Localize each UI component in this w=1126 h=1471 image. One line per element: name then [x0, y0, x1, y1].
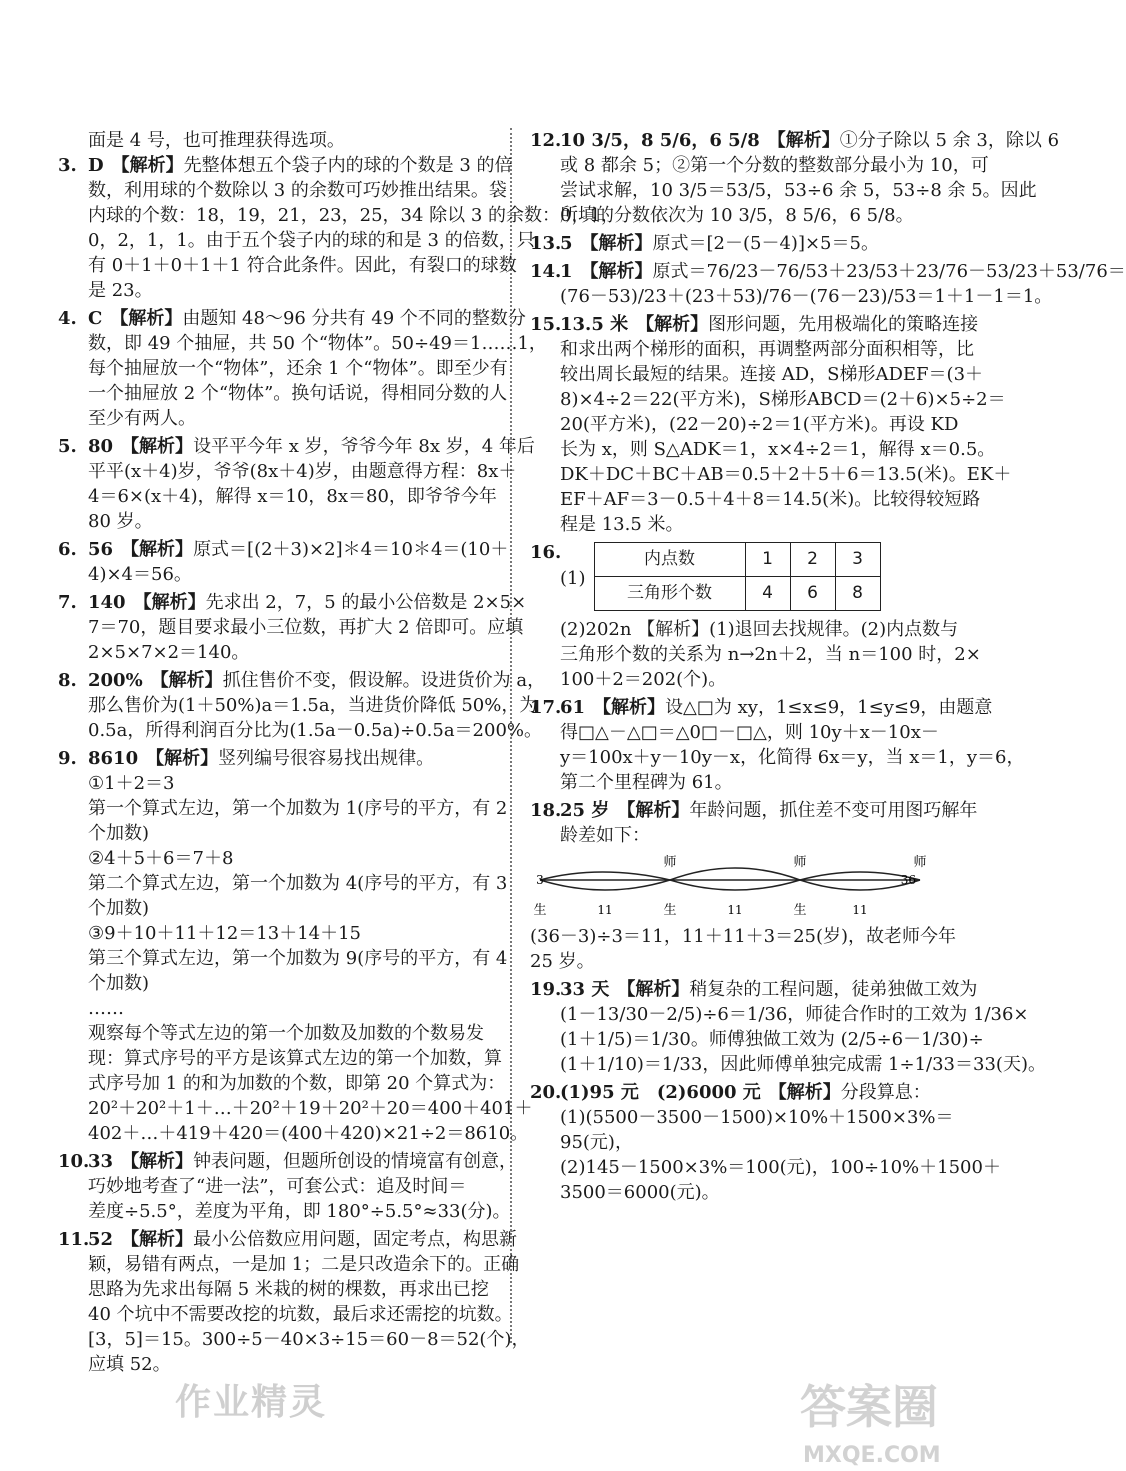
student-label: 生: [663, 903, 677, 918]
answer-number: 19.: [530, 979, 562, 1000]
table-row: [594, 577, 880, 611]
analysis-tag: 【解析】: [768, 1082, 841, 1103]
answer-item: [530, 695, 1025, 795]
answer-item: [530, 231, 968, 256]
answer-line: 较出周长最短的结果。连接 AD，S梯形ADEF＝(3＋: [560, 364, 984, 385]
answer-body: [88, 537, 508, 587]
answer-body: [560, 798, 977, 848]
answer-line: 和求出两个梯形的面积，再调整两部分面积相等，比: [560, 339, 974, 360]
answer-body: [88, 306, 547, 431]
answer-value: 33: [88, 1151, 114, 1172]
answer-text: 先整体想五个袋子内的球的个数是 3 的倍: [183, 155, 513, 176]
answer-line: [560, 977, 1046, 1002]
answer-number: 11.: [58, 1229, 90, 1250]
answer-line: 2×5×7×2＝140。: [88, 642, 250, 663]
answer-text: 稍复杂的工程问题，徒弟独做工效为: [689, 979, 978, 1000]
answer-value: 56: [88, 539, 114, 560]
answer-line: 25 岁。: [530, 951, 595, 972]
continuation-text: 面是 4 号，也可推理获得选项。: [88, 130, 345, 151]
answer-line: 100＋2＝202(个)。: [560, 669, 727, 690]
answer-line: 20(平方米)，(22－20)÷2＝1(平方米)。再设 KD: [560, 414, 959, 435]
answer-line: 或 8 都余 5；②第一个分数的整数部分最小为 10，可: [560, 155, 989, 176]
answer-number: 10.: [58, 1151, 90, 1172]
answer-item: [58, 746, 533, 1146]
answer-line: EF＋AF＝3－0.5＋4＋8＝14.5(米)。比较得较短路: [560, 489, 981, 510]
answer-value: D: [88, 155, 104, 176]
analysis-tag: 【解析】: [767, 130, 840, 151]
answer-line: [560, 259, 1126, 284]
answer-body: [88, 1227, 529, 1377]
analysis-tag: 【解析】: [121, 539, 194, 560]
answer-line: ①1＋2＝3: [88, 773, 175, 794]
answer-value: 52: [88, 1229, 114, 1250]
answer-line: (1－13/30－2/5)÷6＝1/36，师徒合作时的工效为 1/36×: [560, 1004, 1029, 1025]
answer-text: 抓住售价不变，假设解。设进货价为 a，: [222, 670, 546, 691]
gap-value: 11: [852, 903, 868, 917]
answer-line: 40 个坑中不需要改挖的坑数，最后求还需挖的坑数。: [88, 1304, 513, 1325]
answer-line: 应填 52。: [88, 1354, 171, 1375]
analysis-tag: 【解析】: [617, 979, 690, 1000]
sub-label: (1): [560, 568, 586, 589]
answer-line: ②4＋5＋6＝7＋8: [88, 848, 234, 869]
answer-body: [88, 746, 532, 1146]
right-column: [530, 128, 1126, 1208]
answer-item: [58, 590, 527, 665]
gap-value: 11: [597, 903, 613, 917]
answer-line: 0.5a，所得利润百分比为(1.5a－0.5a)÷0.5a＝200%。: [88, 720, 543, 741]
answer-value: C: [88, 308, 103, 329]
teacher-label: 师: [913, 855, 927, 870]
left-value: 3: [536, 873, 544, 887]
answer-body: [88, 668, 545, 743]
answer-value: 33 天: [560, 979, 610, 1000]
answer-number: 3.: [58, 155, 77, 176]
answer-line: 第二个算式左边，第一个加数为 4(序号的平方，有 3: [88, 873, 508, 894]
answer-number: 4.: [58, 308, 77, 329]
answer-line: 4＝6×(x＋4)，解得 x＝10，8x＝80，即爷爷今年: [88, 486, 497, 507]
answer-line: 20²＋20²＋1＋…＋20²＋19＋20²＋20＝400＋401＋: [88, 1098, 533, 1119]
analysis-tag: 【解析】: [110, 308, 183, 329]
right-answer-list-c: [530, 977, 1046, 1205]
answer-text: 图形问题，先用极端化的策略连接: [708, 314, 979, 335]
right-value: 36: [900, 873, 916, 887]
answer-number: 8.: [58, 670, 77, 691]
right-answer-list-a: [530, 128, 1126, 537]
watermark-url: MXQE.COM: [803, 1443, 941, 1468]
answer-line: (2)202n 【解析】(1)退回去找规律。(2)内点数与: [560, 619, 959, 640]
answer-value: 1: [560, 261, 573, 282]
answer-line: 尝试求解，10 3/5＝53/5，53÷6 余 5，53÷8 余 5。因此: [560, 180, 1037, 201]
table-cell: 4: [745, 577, 790, 611]
answer-item: [530, 1080, 1001, 1205]
answer-value: 80: [88, 436, 114, 457]
answer-item: [530, 977, 1046, 1077]
answer-text: ①分子除以 5 余 3，除以 6: [839, 130, 1060, 151]
upper-arc: [540, 872, 670, 880]
answer-item: [530, 312, 1012, 537]
answer-number: 13.: [530, 233, 562, 254]
answer-value: (1)95 元 (2)6000 元: [560, 1082, 761, 1103]
answer-line: (1＋1/10)＝1/33，因此师傅单独完成需 1÷1/33＝33(天)。: [560, 1054, 1046, 1075]
answer-body: [560, 695, 1025, 795]
answer-line: (1)(5500－3500－1500)×10%＋1500×3%＝: [560, 1107, 954, 1128]
answer-line: 思路为先求出每隔 5 米栽的树的棵数，再求出已挖: [88, 1279, 489, 1300]
answer-line: 是 23。: [88, 280, 153, 301]
age-difference-diagram: [530, 852, 930, 922]
answer-number: 9.: [58, 748, 77, 769]
answer-line: 80 岁。: [88, 511, 153, 532]
watermark-left: 作业精灵: [175, 1382, 328, 1423]
answer-line: 至少有两人。: [88, 408, 196, 429]
answer-line: 个加数): [88, 823, 150, 844]
answer-item: [530, 259, 1126, 309]
right-answer-list-b: [530, 695, 1025, 848]
answer-line: ③9＋10＋11＋12＝13＋14＋15: [88, 923, 362, 944]
table-cell: 6: [790, 577, 835, 611]
table-cell: 2: [790, 543, 835, 577]
answer-item: [58, 537, 509, 587]
answer-line: 8)×4÷2＝22(平方米)，S梯形ABCD＝(2＋6)×5÷2＝: [560, 389, 1006, 410]
answer-line: [560, 798, 977, 823]
teacher-label: 师: [793, 855, 807, 870]
answer-line: (2)145－1500×3%＝100(元)，100÷10%＋1500＋: [560, 1157, 1001, 1178]
answer-body: [88, 1149, 517, 1224]
answer-line: 式序号加 1 的和为加数的个数，即第 20 个算式为：: [88, 1073, 506, 1094]
answer-item: [530, 128, 1060, 228]
answer-value: 13.5 米: [560, 314, 629, 335]
answer-line: 0，2，1，1。由于五个袋子内的球的和是 3 的倍数，只: [88, 230, 535, 251]
answer-body: [560, 231, 968, 256]
answer-value: 10 3/5，8 5/6，6 5/8: [560, 130, 760, 151]
answer-text: 设平平今年 x 岁，爷爷今年 8x 岁，4 年后: [193, 436, 535, 457]
analysis-tag: 【解析】: [636, 314, 709, 335]
answer-line: [3，5]＝15。300÷5－40×3÷15＝60－8＝52(个)，: [88, 1329, 530, 1350]
answer-line: 第一个算式左边，第一个加数为 1(序号的平方，有 2: [88, 798, 508, 819]
answer-text: 先求出 2，7，5 的最小公倍数是 2×5×: [205, 592, 527, 613]
answer-text: 分段算息：: [840, 1082, 931, 1103]
teacher-label: 师: [663, 855, 677, 870]
answer-number: 16.: [530, 542, 562, 563]
answer-line: [560, 128, 1059, 153]
analysis-tag: 【解析】: [121, 436, 194, 457]
answer-body: [560, 312, 1011, 537]
answer-number: 7.: [58, 592, 77, 613]
answer-number: 6.: [58, 539, 77, 560]
answer-line: 每个抽屉放一个“物体”，还余 1 个“物体”。即至少有: [88, 358, 508, 379]
watermark-right: 答案圈: [800, 1380, 938, 1434]
table-cell: 3: [835, 543, 880, 577]
answer-number: 17.: [530, 697, 562, 718]
answer-body: [560, 128, 1059, 228]
answer-line: 平平(x＋4)岁，爷爷(8x＋4)岁，由题意得方程：8x＋: [88, 461, 517, 482]
analysis-tag: 【解析】: [111, 155, 184, 176]
answer-body: [560, 1080, 1001, 1205]
table-row: [594, 543, 880, 577]
analysis-tag: 【解析】: [121, 1151, 194, 1172]
analysis-tag: 【解析】: [593, 697, 666, 718]
answer-line: [560, 1080, 1001, 1105]
answer-line: 巧妙地考查了“进一法”，可套公式：追及时间＝: [88, 1176, 467, 1197]
analysis-tag: 【解析】: [580, 233, 653, 254]
answer-number: 5.: [58, 436, 77, 457]
answer-line: ……: [88, 998, 124, 1019]
answer-line: 那么售价为(1＋50%)a＝1.5a，当进货价降低 50%，为: [88, 695, 538, 716]
answer-item: [58, 1227, 530, 1377]
answer-line: 三角形个数的关系为 n→2n＋2，当 n＝100 时，2×: [560, 644, 981, 665]
answer-value: 25 岁: [560, 800, 610, 821]
answer-number: 14.: [530, 261, 562, 282]
answer-number: 20.: [530, 1082, 562, 1103]
student-label: 生: [533, 903, 547, 918]
table-cell: 8: [835, 577, 880, 611]
points-triangles-table: [594, 542, 881, 611]
answer-line: 现：算式序号的平方是该算式左边的第一个加数，算: [88, 1048, 502, 1069]
table-row-header: 三角形个数: [594, 577, 745, 611]
answer-line: [560, 695, 1025, 720]
answer-body: [560, 977, 1046, 1077]
answer-line: y＝100x＋y－10y－x，化简得 6x＝y，当 x＝1，y＝6，: [560, 747, 1025, 768]
answer-line: 第三个算式左边，第一个加数为 9(序号的平方，有 4: [88, 948, 508, 969]
answer-line: 有 0＋1＋0＋1＋1 符合此条件。因此，有裂口的球数: [88, 255, 517, 276]
answer-body: [560, 259, 1126, 309]
answer-line: 402＋…＋419＋420＝(400＋420)×21÷2＝8610。: [88, 1123, 529, 1144]
answer-text: 最小公倍数应用问题，固定考点，构思新: [193, 1229, 518, 1250]
answer-line: 差度÷5.5°，差度为平角，即 180°÷5.5°≈33(分)。: [88, 1201, 511, 1222]
table-row-header: 内点数: [594, 543, 745, 577]
answer-line: 7＝70，题目要求最小三位数，再扩大 2 倍即可。应填: [88, 617, 524, 638]
answer-number: 12.: [530, 130, 562, 151]
lower-arc: [670, 880, 800, 890]
answer-line: [560, 231, 968, 256]
answer-value: 200%: [88, 670, 143, 691]
answer-line: (76－53)/23＋(23＋53)/76－(76－23)/53＝1＋1－1＝1。: [560, 286, 1053, 307]
answer-line: [88, 746, 532, 771]
answer-value: 5: [560, 233, 573, 254]
lower-arc: [540, 880, 670, 890]
answer-line: 得□△－△□＝△0□－□△，则 10y＋x－10x－: [560, 722, 939, 743]
answer-line: 个加数): [88, 973, 150, 994]
answer-line: 数，利用球的个数除以 3 的余数可巧妙推出结果。袋: [88, 180, 507, 201]
answer-line: 龄差如下：: [560, 825, 650, 846]
answer-value: 61: [560, 697, 586, 718]
answer-line: 长为 x，则 S△ADK＝1，x×4÷2＝1，解得 x＝0.5。: [560, 439, 996, 460]
analysis-tag: 【解析】: [580, 261, 653, 282]
q18-diagram-block: [530, 852, 968, 974]
answer-line: 数，即 49 个抽屉，共 50 个“物体”。50÷49＝1……1，: [88, 333, 547, 354]
answer-line: 所填的分数依次为 10 3/5，8 5/6，6 5/8。: [560, 205, 914, 226]
answer-line: [88, 1227, 529, 1252]
answer-line: 观察每个等式左边的第一个加数及加数的个数易发: [88, 1023, 484, 1044]
answer-line: 第二个里程碑为 61。: [560, 772, 733, 793]
answer-text: 竖列编号很容易找出规律。: [218, 748, 435, 769]
answer-line: (1＋1/5)＝1/30。师傅独做工效为 (2/5÷6－1/30)÷: [560, 1029, 984, 1050]
answer-line: [88, 434, 535, 459]
answer-line: (36－3)÷3＝11，11＋11＋3＝25(岁)，故老师今年: [530, 926, 957, 947]
answer-value: 140: [88, 592, 126, 613]
answer-item-16: [530, 540, 981, 692]
analysis-tag: 【解析】: [150, 670, 223, 691]
upper-arc: [670, 868, 800, 880]
answer-value: 8610: [88, 748, 139, 769]
analysis-tag: 【解析】: [617, 800, 690, 821]
answer-line: 颖，易错有两点，一是加 1；二是只改造余下的。正确: [88, 1254, 520, 1275]
answer-line: [88, 306, 547, 331]
answer-text: 原式＝76/23－76/53＋23/53＋23/76－53/23＋53/76＝: [652, 261, 1126, 282]
answer-number: 15.: [530, 314, 562, 335]
answer-item: [58, 434, 535, 534]
answer-line: [88, 668, 545, 693]
answer-line: 个加数): [88, 898, 150, 919]
answer-line: [88, 1149, 517, 1174]
answer-text: 年龄问题，抓住差不变可用图巧解年: [689, 800, 978, 821]
answer-item: [530, 798, 978, 848]
answer-line: [88, 537, 508, 562]
analysis-tag: 【解析】: [146, 748, 219, 769]
answer-line: 3500＝6000(元)。: [560, 1182, 720, 1203]
answer-line: 内球的个数：18，19，21，23，25，34 除以 3 的余数：0，1，: [88, 205, 619, 226]
answer-text: 钟表问题，但题所创设的情境富有创意，: [193, 1151, 518, 1172]
answer-text: 原式＝[2－(5－4)]×5＝5。: [652, 233, 879, 254]
answer-body: [560, 540, 981, 692]
gap-value: 11: [727, 903, 743, 917]
answer-line: [88, 590, 526, 615]
answer-body: [88, 590, 526, 665]
answer-text: 由题知 48～96 分共有 49 个不同的整数分: [182, 308, 526, 329]
answer-body: [88, 434, 535, 534]
q18-followup: [530, 924, 968, 974]
answer-item: [58, 1149, 518, 1224]
answer-line: 一个抽屉放 2 个“物体”。换句话说，得相同分数的人: [88, 383, 508, 404]
answer-line: 95(元)，: [560, 1132, 633, 1153]
answer-line: DK＋DC＋BC＋AB＝0.5＋2＋5＋6＝13.5(米)。EK＋: [560, 464, 1012, 485]
answer-number: 18.: [530, 800, 562, 821]
answer-text: 原式＝[(2＋3)×2]＊4＝10＊4＝(10＋: [193, 539, 509, 560]
student-label: 生: [793, 903, 807, 918]
table-cell: 1: [745, 543, 790, 577]
answer-text: 设△□为 xy，1≤x≤9，1≤y≤9，由题意: [665, 697, 993, 718]
answer-line: [560, 312, 1011, 337]
answer-line: 程是 13.5 米。: [560, 514, 684, 535]
analysis-tag: 【解析】: [133, 592, 206, 613]
answer-line: 4)×4＝56。: [88, 564, 192, 585]
q16-table-wrap: [560, 540, 981, 617]
analysis-tag: 【解析】: [121, 1229, 194, 1250]
